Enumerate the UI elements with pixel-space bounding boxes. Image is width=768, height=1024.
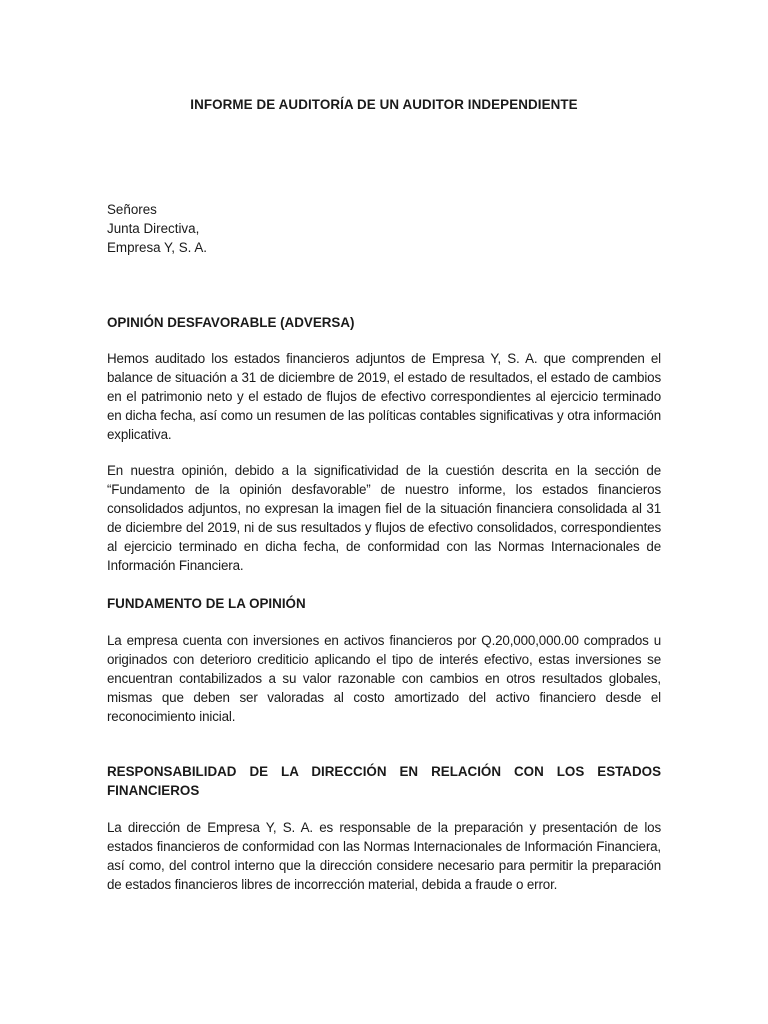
addressee-block: [107, 200, 207, 257]
basis-paragraph: La empresa cuenta con inversiones en activos financieros por Q.20,000,000.00 comprados u originados con deterioro crediticio aplicando el tipo de interés efectivo, estas inversiones se encuentran contabilizados a su valor razonable con cambios en otros resultados globales, mismas que deben ser valoradas al costo amortizado del activo financiero desde el reconocimiento inicial.: [107, 633, 661, 724]
basis-heading: FUNDAMENTO DE LA OPINIÓN: [107, 596, 306, 611]
responsibility-paragraph: La dirección de Empresa Y, S. A. es responsable de la preparación y presentación de los estados financieros de conformidad con las Normas Internacionales de Información Financiera, así como, del control interno que la dirección considere necesario para permitir la preparación de estados financieros libres de incorrección material, debida a fraude o error.: [107, 820, 661, 892]
opinion-paragraph-1: Hemos auditado los estados financieros adjuntos de Empresa Y, S. A. que comprenden el balance de situación a 31 de diciembre de 2019, el estado de resultados, el estado de cambios en el patrimonio neto y el estado de flujos de efectivo correspondientes al ejercicio terminado en dicha fecha, así como un resumen de las políticas contables significativas y otra información explicativa.: [107, 351, 661, 442]
addressee-line: Señores: [107, 202, 157, 217]
addressee-line: Junta Directiva,: [107, 221, 200, 236]
opinion-heading: OPINIÓN DESFAVORABLE (ADVERSA): [107, 315, 355, 330]
responsibility-heading: RESPONSABILIDAD DE LA DIRECCIÓN EN RELACIÓN CON LOS ESTADOS FINANCIEROS: [107, 764, 661, 798]
document-title: INFORME DE AUDITORÍA DE UN AUDITOR INDEPENDIENTE: [190, 97, 578, 112]
opinion-paragraph-2: En nuestra opinión, debido a la significatividad de la cuestión descrita en la sección de “Fundamento de la opinión desfavorable” de nuestro informe, los estados financieros consolidados adjuntos, no expresan la imagen fiel de la situación financiera consolidada al 31 de diciembre del 2019, ni de sus resultados y flujos de efectivo consolidados, correspondientes al ejercicio terminado en dicha fecha, de conformidad con las Normas Internacionales de Información Financiera.: [107, 463, 661, 573]
addressee-line: Empresa Y, S. A.: [107, 240, 207, 255]
